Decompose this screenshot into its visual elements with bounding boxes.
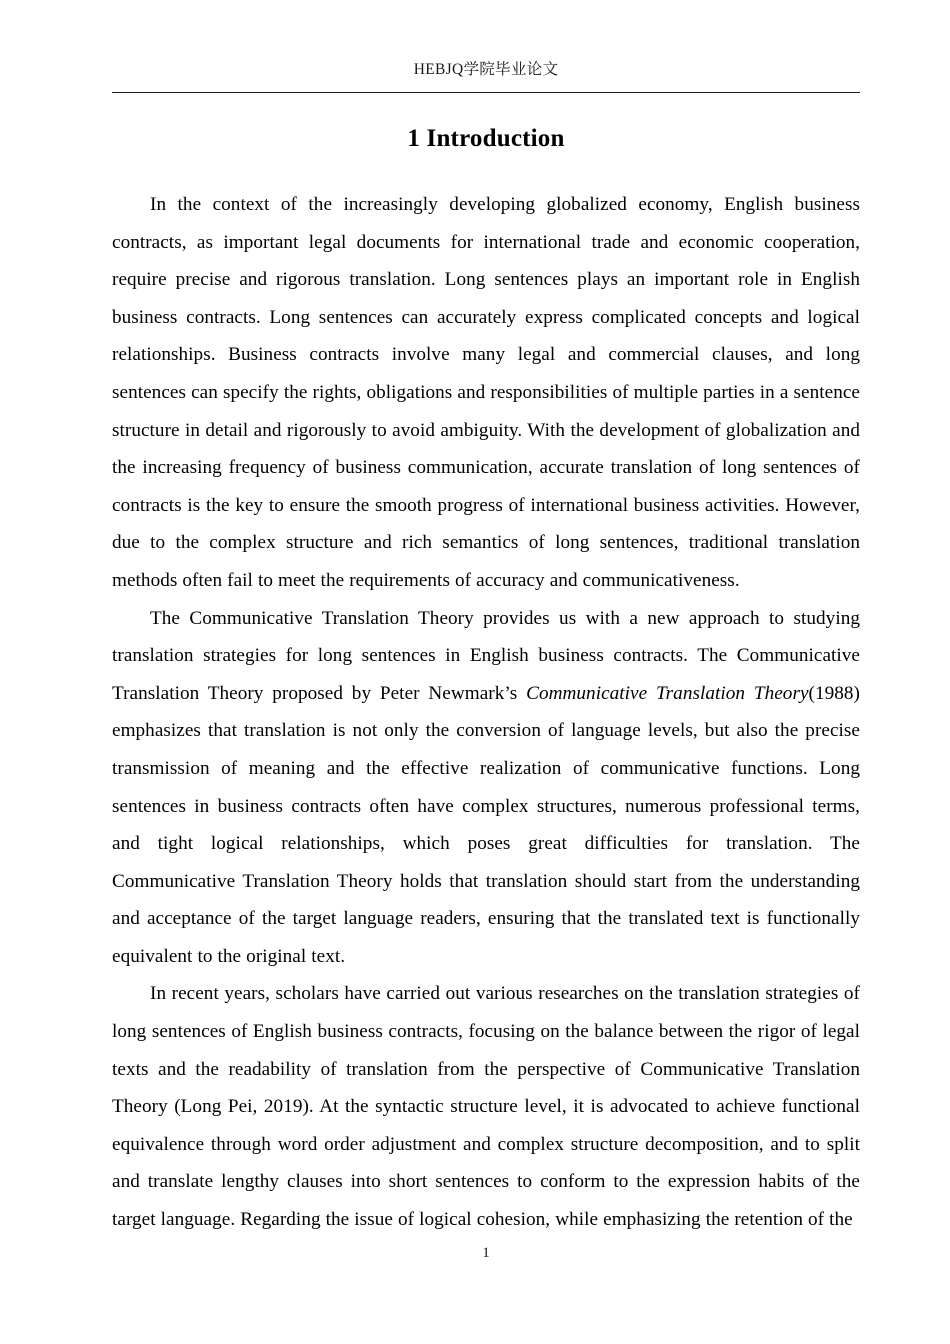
book-title-communicative-translation-theory: Communicative Translation Theory bbox=[526, 682, 809, 704]
paragraph-1: In the context of the increasingly developing globalized economy, English business contracts, as important legal documents for international trade and economic cooperation, require precise and rigorous translation. Long sentences plays an important role in English business contracts. Long sentences can accurately express complicated concepts and logical relationships. Business contracts involve many legal and commercial clauses, and long sentences can specify the rights, obligations and responsibilities of multiple parties in a sentence structure in detail and rigorously to avoid ambiguity. With the development of globalization and the increasing frequency of business communication, accurate translation of long sentences of contracts is the key to ensure the smooth progress of international business activities. However, due to the complex structure and rich semantics of long sentences, traditional translation methods often fail to meet the requirements of accuracy and communicativeness. bbox=[112, 194, 860, 591]
running-header-text: HEBJQ学院毕业论文 bbox=[413, 61, 559, 78]
document-body bbox=[112, 186, 860, 1239]
page-footer bbox=[112, 1243, 860, 1263]
header-rule bbox=[112, 92, 860, 93]
paragraph-2-text-after-booktitle: (1988) emphasizes that translation is not only the conversion of language levels, but also the precise transmission of meaning and the effective realization of communicative functions. Long sentences in business contracts often have complex structures, numerous professional terms, and tight logical relationships, which poses great difficulties for translation. The Communicative Translation Theory holds that translation should start from the understanding and acceptance of the target language readers, ensuring that the translated text is functionally equivalent to the original text. bbox=[112, 682, 860, 967]
page-title: 1 Introduction bbox=[407, 125, 565, 152]
paragraph-2 bbox=[112, 600, 860, 976]
running-header bbox=[112, 60, 860, 80]
page-number: 1 bbox=[482, 1245, 490, 1261]
paragraph-2-text-before-booktitle: The Communicative Translation Theory provides us with a new approach to studying translation strategies for long sentences in English business contracts. The Communicative Translation Theory proposed by Peter Newmark’s bbox=[112, 607, 860, 704]
paragraph-3: In recent years, scholars have carried out various researches on the translation strategies of long sentences of English business contracts, focusing on the balance between the rigor of legal texts and the readability of translation from the perspective of Communicative Translation Theory (Long Pei, 2019). At the syntactic structure level, it is advocated to achieve functional equivalence through word order adjustment and complex structure decomposition, and to split and translate lengthy clauses into short sentences to conform to the expression habits of the target language. Regarding the issue of logical cohesion, while emphasizing the retention of the bbox=[112, 983, 860, 1231]
